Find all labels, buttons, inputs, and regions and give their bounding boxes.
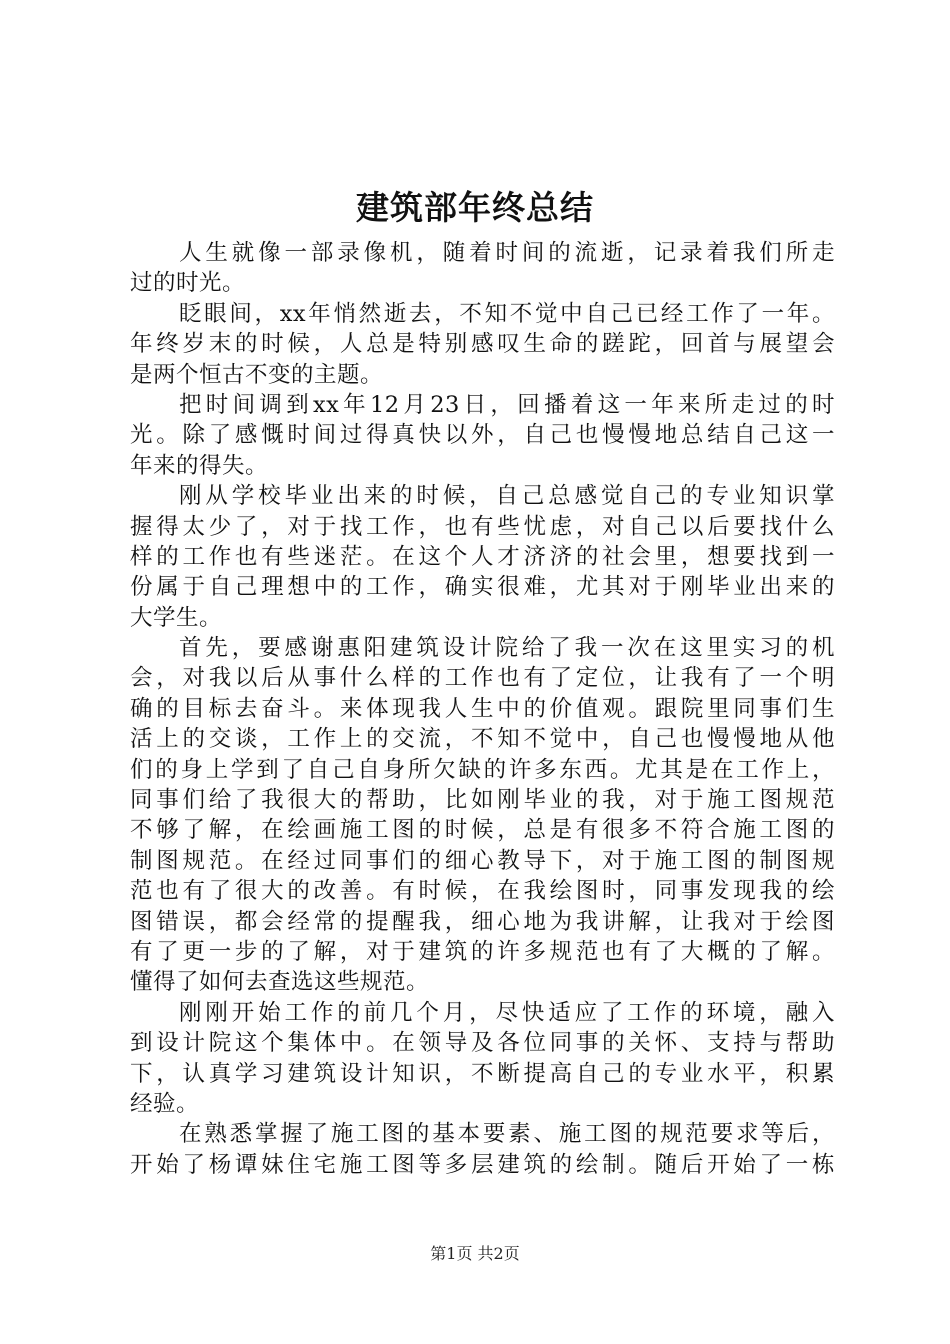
paragraph-line: 首先，要感谢惠阳建筑设计院给了我一次在这里实习的机 xyxy=(179,635,835,662)
paragraph-line: 活上的交谈，工作上的交流，不知不觉中，自己也慢慢地从他 xyxy=(130,726,835,753)
paragraph-line: 份属于自己理想中的工作，确实很难，尤其对于刚毕业出来的 xyxy=(130,574,835,601)
paragraph-line: 不够了解，在绘画施工图的时候，总是有很多不符合施工图的 xyxy=(130,817,835,844)
paragraph-line: 年终岁末的时候，人总是特别感叹生命的蹉跎，回首与展望会 xyxy=(130,331,835,358)
paragraph xyxy=(130,633,835,998)
paragraph-line: 范也有了很大的改善。有时候，在我绘图时，同事发现我的绘 xyxy=(130,878,835,905)
paragraph-line: 经验。 xyxy=(130,1090,200,1117)
paragraph-line: 光。除了感慨时间过得真快以外，自己也慢慢地总结自己这一 xyxy=(130,422,835,449)
paragraph-line: 到设计院这个集体中。在领导及各位同事的关怀、支持与帮助 xyxy=(130,1030,835,1057)
paragraph-line: 样的工作也有些迷茫。在这个人才济济的社会里，想要找到一 xyxy=(130,543,835,570)
paragraph-line: 刚从学校毕业出来的时候，自己总感觉自己的专业知识掌 xyxy=(179,483,835,510)
paragraph-line: 同事们给了我很大的帮助，比如刚毕业的我，对于施工图规范 xyxy=(130,787,835,814)
paragraph-line: 制图规范。在经过同事们的细心教导下，对于施工图的制图规 xyxy=(130,847,835,874)
paragraph-line: 过的时光。 xyxy=(130,270,246,297)
paragraph-line: 在熟悉掌握了施工图的基本要素、施工图的规范要求等后， xyxy=(179,1121,835,1148)
paragraph-line: 懂得了如何去查选这些规范。 xyxy=(130,969,430,996)
paragraph-line: 刚刚开始工作的前几个月，尽快适应了工作的环境，融入 xyxy=(179,999,835,1026)
paragraph-line: 图错误，都会经常的提醒我，细心地为我讲解，让我对于绘图 xyxy=(130,908,835,935)
paragraph-line: 人生就像一部录像机，随着时间的流逝，记录着我们所走 xyxy=(179,240,835,266)
paragraph-line: 有了更一步的了解，对于建筑的许多规范也有了大概的了解。 xyxy=(130,938,835,965)
paragraph xyxy=(130,390,835,481)
paragraph-line: 们的身上学到了自己自身所欠缺的许多东西。尤其是在工作上， xyxy=(130,756,835,783)
paragraph-line: 年来的得失。 xyxy=(130,452,269,479)
paragraph xyxy=(130,299,835,390)
paragraph-line: 把时间调到xx年12月23日，回播着这一年来所走过的时 xyxy=(179,391,835,418)
page-footer: 第1页 共2页 xyxy=(430,1244,520,1263)
paragraph xyxy=(130,481,835,633)
paragraph-line: 会，对我以后从事什么样的工作也有了定位，让我有了一个明 xyxy=(130,665,835,692)
document-body xyxy=(130,238,835,1180)
paragraph-line: 大学生。 xyxy=(130,604,223,631)
paragraph xyxy=(130,238,835,299)
paragraph-line: 握得太少了，对于找工作，也有些忧虑，对自己以后要找什么 xyxy=(130,513,835,540)
paragraph-line: 确的目标去奋斗。来体现我人生中的价值观。跟院里同事们生 xyxy=(130,695,835,722)
paragraph-line: 下，认真学习建筑设计知识，不断提高自己的专业水平，积累 xyxy=(130,1060,835,1087)
paragraph-line: 开始了杨谭妹住宅施工图等多层建筑的绘制。随后开始了一栋 xyxy=(130,1151,835,1178)
paragraph-line: 眨眼间，xx年悄然逝去，不知不觉中自己已经工作了一年。 xyxy=(179,300,835,327)
paragraph xyxy=(130,998,835,1120)
document-title: 建筑部年终总结 xyxy=(356,188,594,227)
paragraph-line: 是两个恒古不变的主题。 xyxy=(130,361,384,388)
paragraph xyxy=(130,1119,835,1180)
